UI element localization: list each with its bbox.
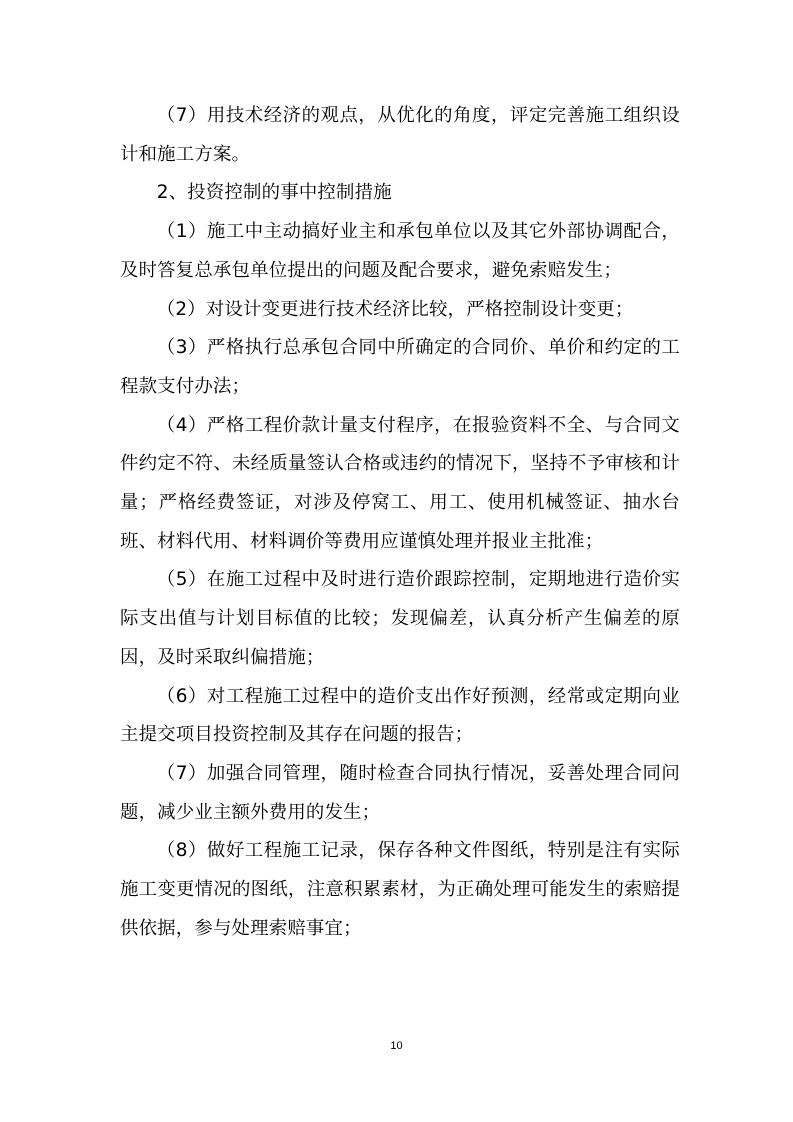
paragraph-design-change-control: （2）对设计变更进行技术经济比较，严格控制设计变更； <box>156 298 634 320</box>
paragraph-payment-procedure: （4）严格工程价款计量支付程序，在报验资料不全、与合同文件约定不符、未经质量签认合格或违约的情况下，坚持不予审核和计量；严格经费签证，对涉及停窝工、用工、使用机械签证、抽水台班、材料代用、材料调价等费用应谨慎处理并报业主批准； <box>120 414 680 552</box>
section-heading-in-process-control: 2、投资控制的事中控制措施 <box>156 182 392 204</box>
paragraph-contract-price-execution: （3）严格执行总承包合同中所确定的合同价、单价和约定的工程款支付办法； <box>120 337 680 397</box>
page-number: 10 <box>390 1040 403 1052</box>
paragraph-cost-tracking: （5）在施工过程中及时进行造价跟踪控制，定期地进行造价实际支出值与计划目标值的比较；发现偏差，认真分析产生偏差的原因，及时采取纠偏措施； <box>120 569 680 668</box>
paragraph-construction-records: （8）做好工程施工记录，保存各种文件图纸，特别是注有实际施工变更情况的图纸，注意积累素材，为正确处理可能发生的索赔提供依据，参与处理索赔事宜； <box>120 840 680 939</box>
paragraph-coordination: （1）施工中主动搞好业主和承包单位以及其它外部协调配合，及时答复总承包单位提出的问题及配合要求，避免索赔发生； <box>120 221 680 281</box>
paragraph-optimization-review: （7）用技术经济的观点，从优化的角度，评定完善施工组织设计和施工方案。 <box>120 105 680 165</box>
paragraph-cost-forecast: （6）对工程施工过程中的造价支出作好预测，经常或定期向业主提交项目投资控制及其存在问题的报告； <box>120 685 680 746</box>
paragraph-contract-management: （7）加强合同管理，随时检查合同执行情况，妥善处理合同问题，减少业主额外费用的发生； <box>120 762 680 823</box>
document-body <box>120 97 680 948</box>
